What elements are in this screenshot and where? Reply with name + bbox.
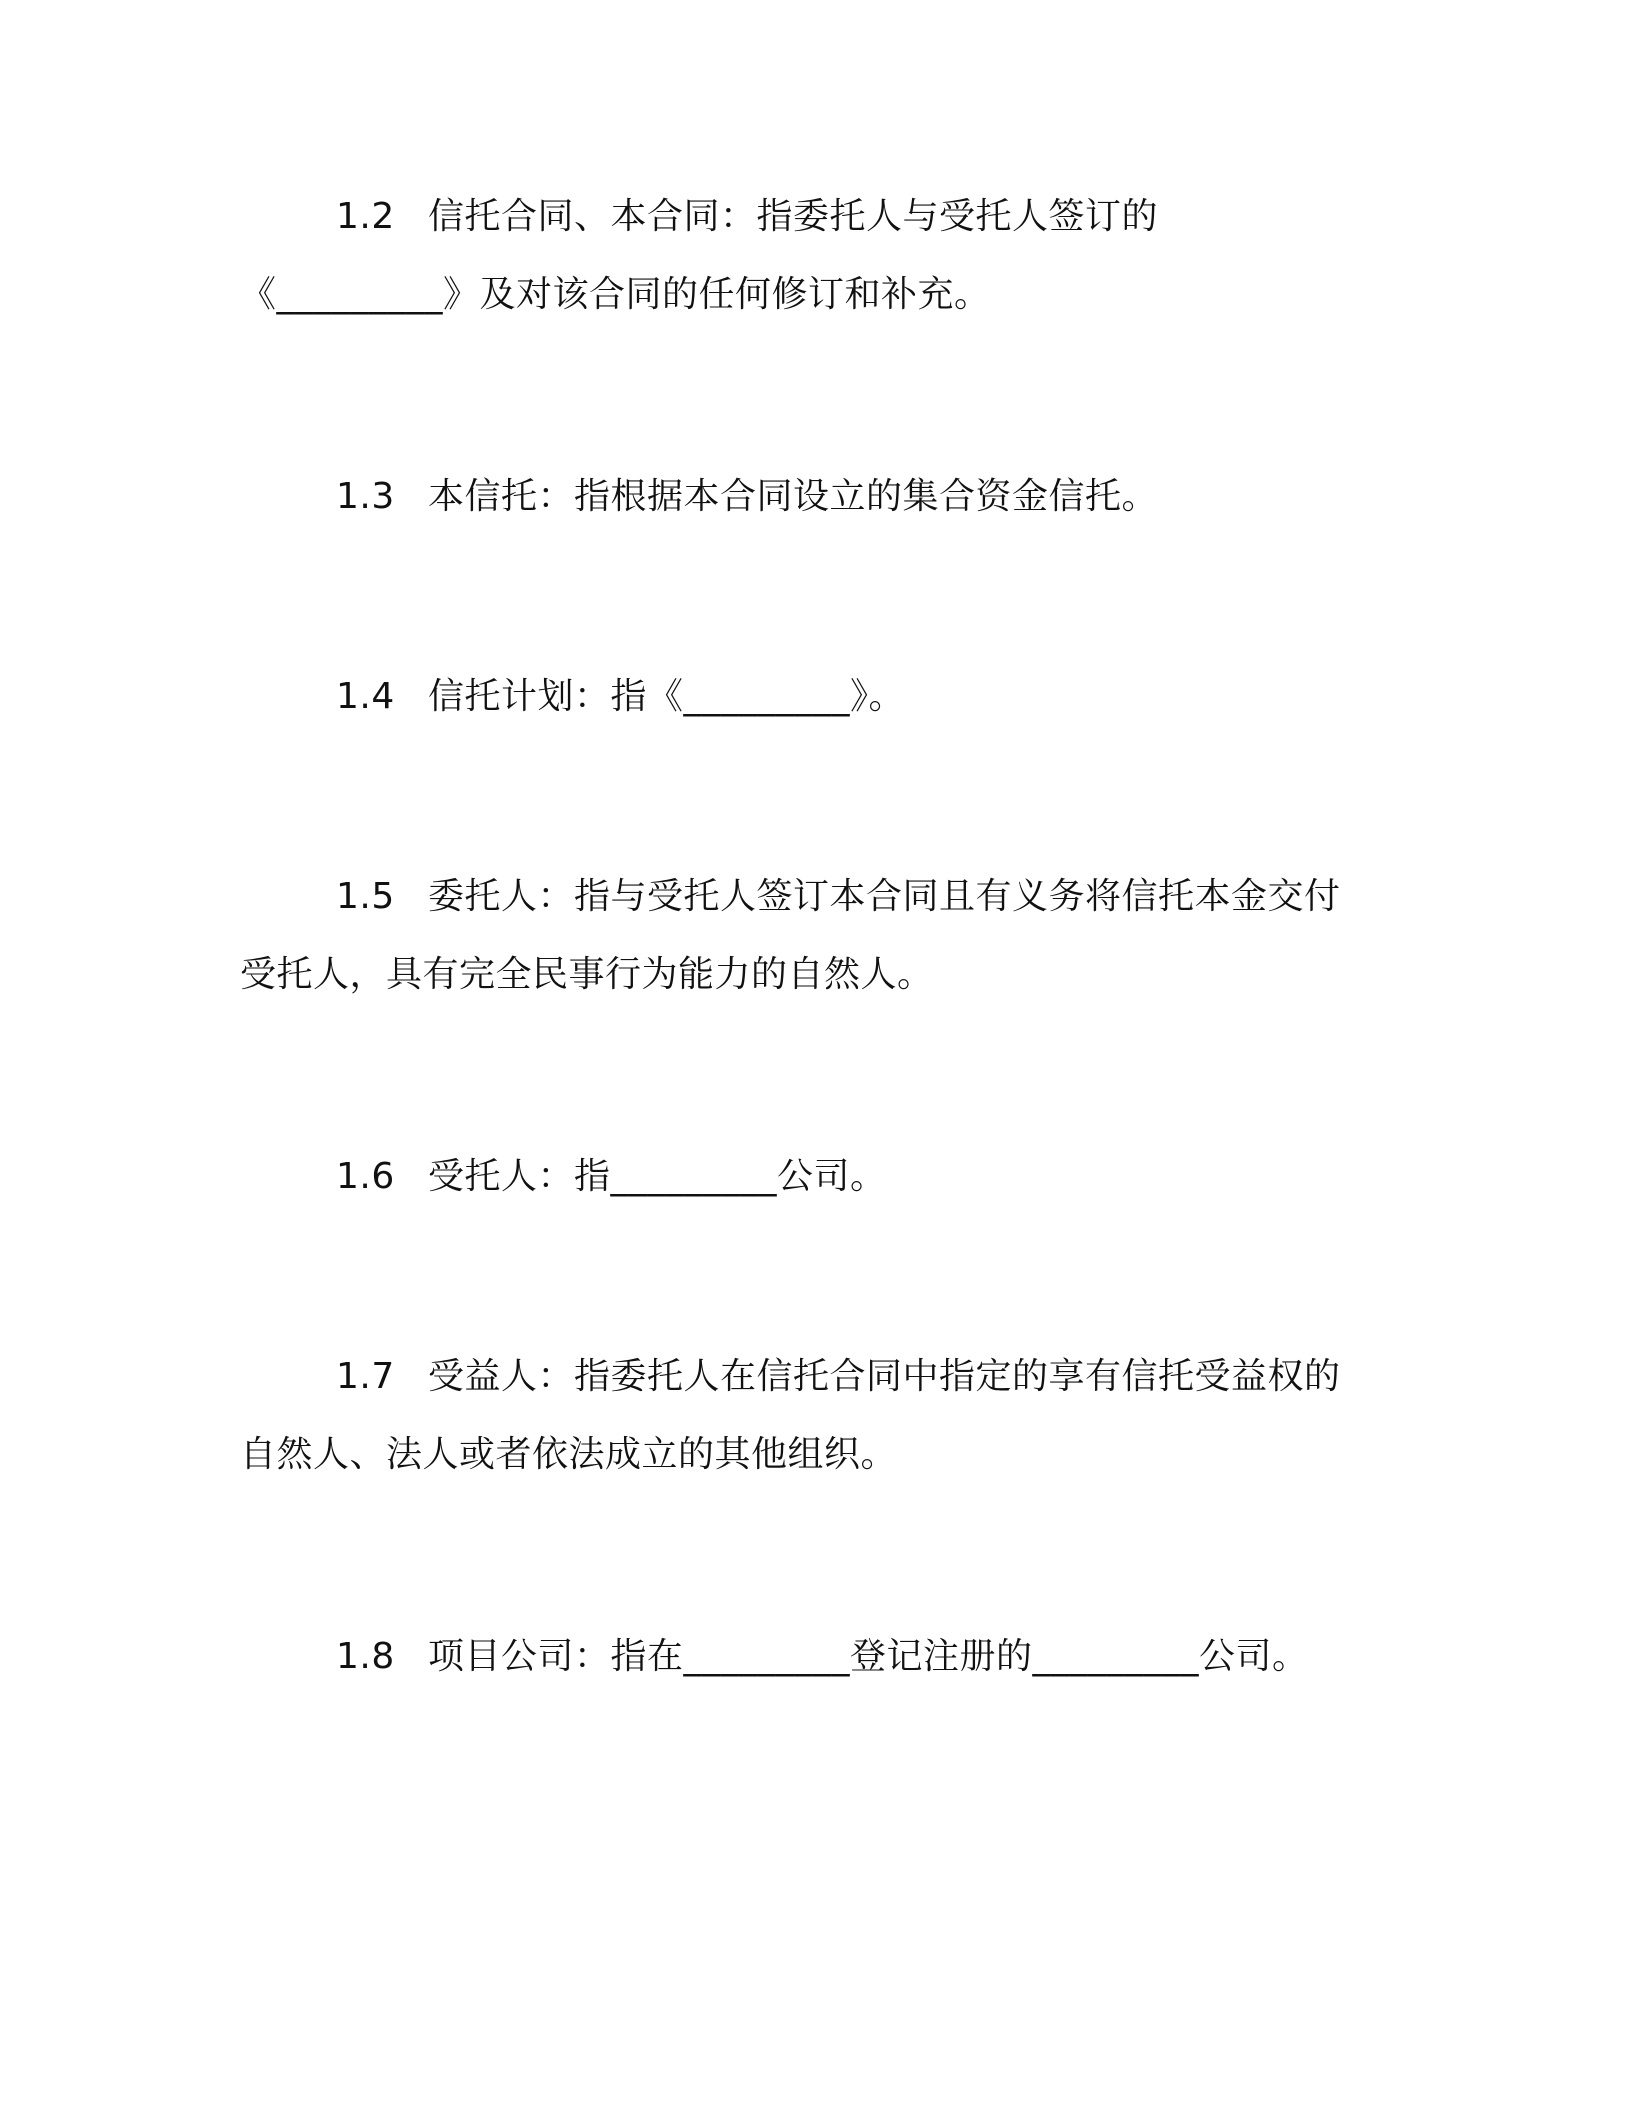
clause-number: 1.5: [336, 876, 395, 917]
clause-line: [240, 458, 1380, 536]
clause-number: 1.7: [336, 1356, 395, 1397]
clause-text: 受益人：指委托人在信托合同中指定的享有信托受益权的: [428, 1356, 1341, 1397]
clause-1-2: [240, 178, 1380, 334]
clause-1-4: [240, 658, 1380, 736]
clause-line: [240, 1618, 1380, 1696]
clause-number: 1.6: [336, 1156, 395, 1197]
clause-text: 信托合同、本合同：指委托人与受托人签订的: [428, 196, 1159, 237]
clause-text: 受托人：指_________公司。: [428, 1156, 887, 1197]
clause-line: [240, 1138, 1380, 1216]
clause-line: [240, 178, 1380, 256]
clause-text: 项目公司：指在_________登记注册的_________公司。: [428, 1636, 1309, 1677]
clause-1-8: [240, 1618, 1380, 1696]
clause-number: 1.8: [336, 1636, 395, 1677]
clause-number: 1.2: [336, 196, 395, 237]
clause-text: 信托计划：指《_________》。: [428, 676, 906, 717]
clause-1-7: [240, 1338, 1380, 1494]
clause-text: 本信托：指根据本合同设立的集合资金信托。: [428, 476, 1159, 517]
clause-line: [240, 858, 1380, 936]
clause-line: [240, 658, 1380, 736]
clause-number: 1.3: [336, 476, 395, 517]
clause-line: [240, 1338, 1380, 1416]
clause-text-continued: 《_________》及对该合同的任何修订和补充。: [240, 274, 991, 315]
clause-number: 1.4: [336, 676, 395, 717]
clause-text-continued: 受托人，具有完全民事行为能力的自然人。: [240, 954, 934, 995]
clause-1-3: [240, 458, 1380, 536]
clause-text-continued: 自然人、法人或者依法成立的其他组织。: [240, 1434, 898, 1475]
clause-1-6: [240, 1138, 1380, 1216]
clause-text: 委托人：指与受托人签订本合同且有义务将信托本金交付: [428, 876, 1341, 917]
clause-1-5: [240, 858, 1380, 1014]
